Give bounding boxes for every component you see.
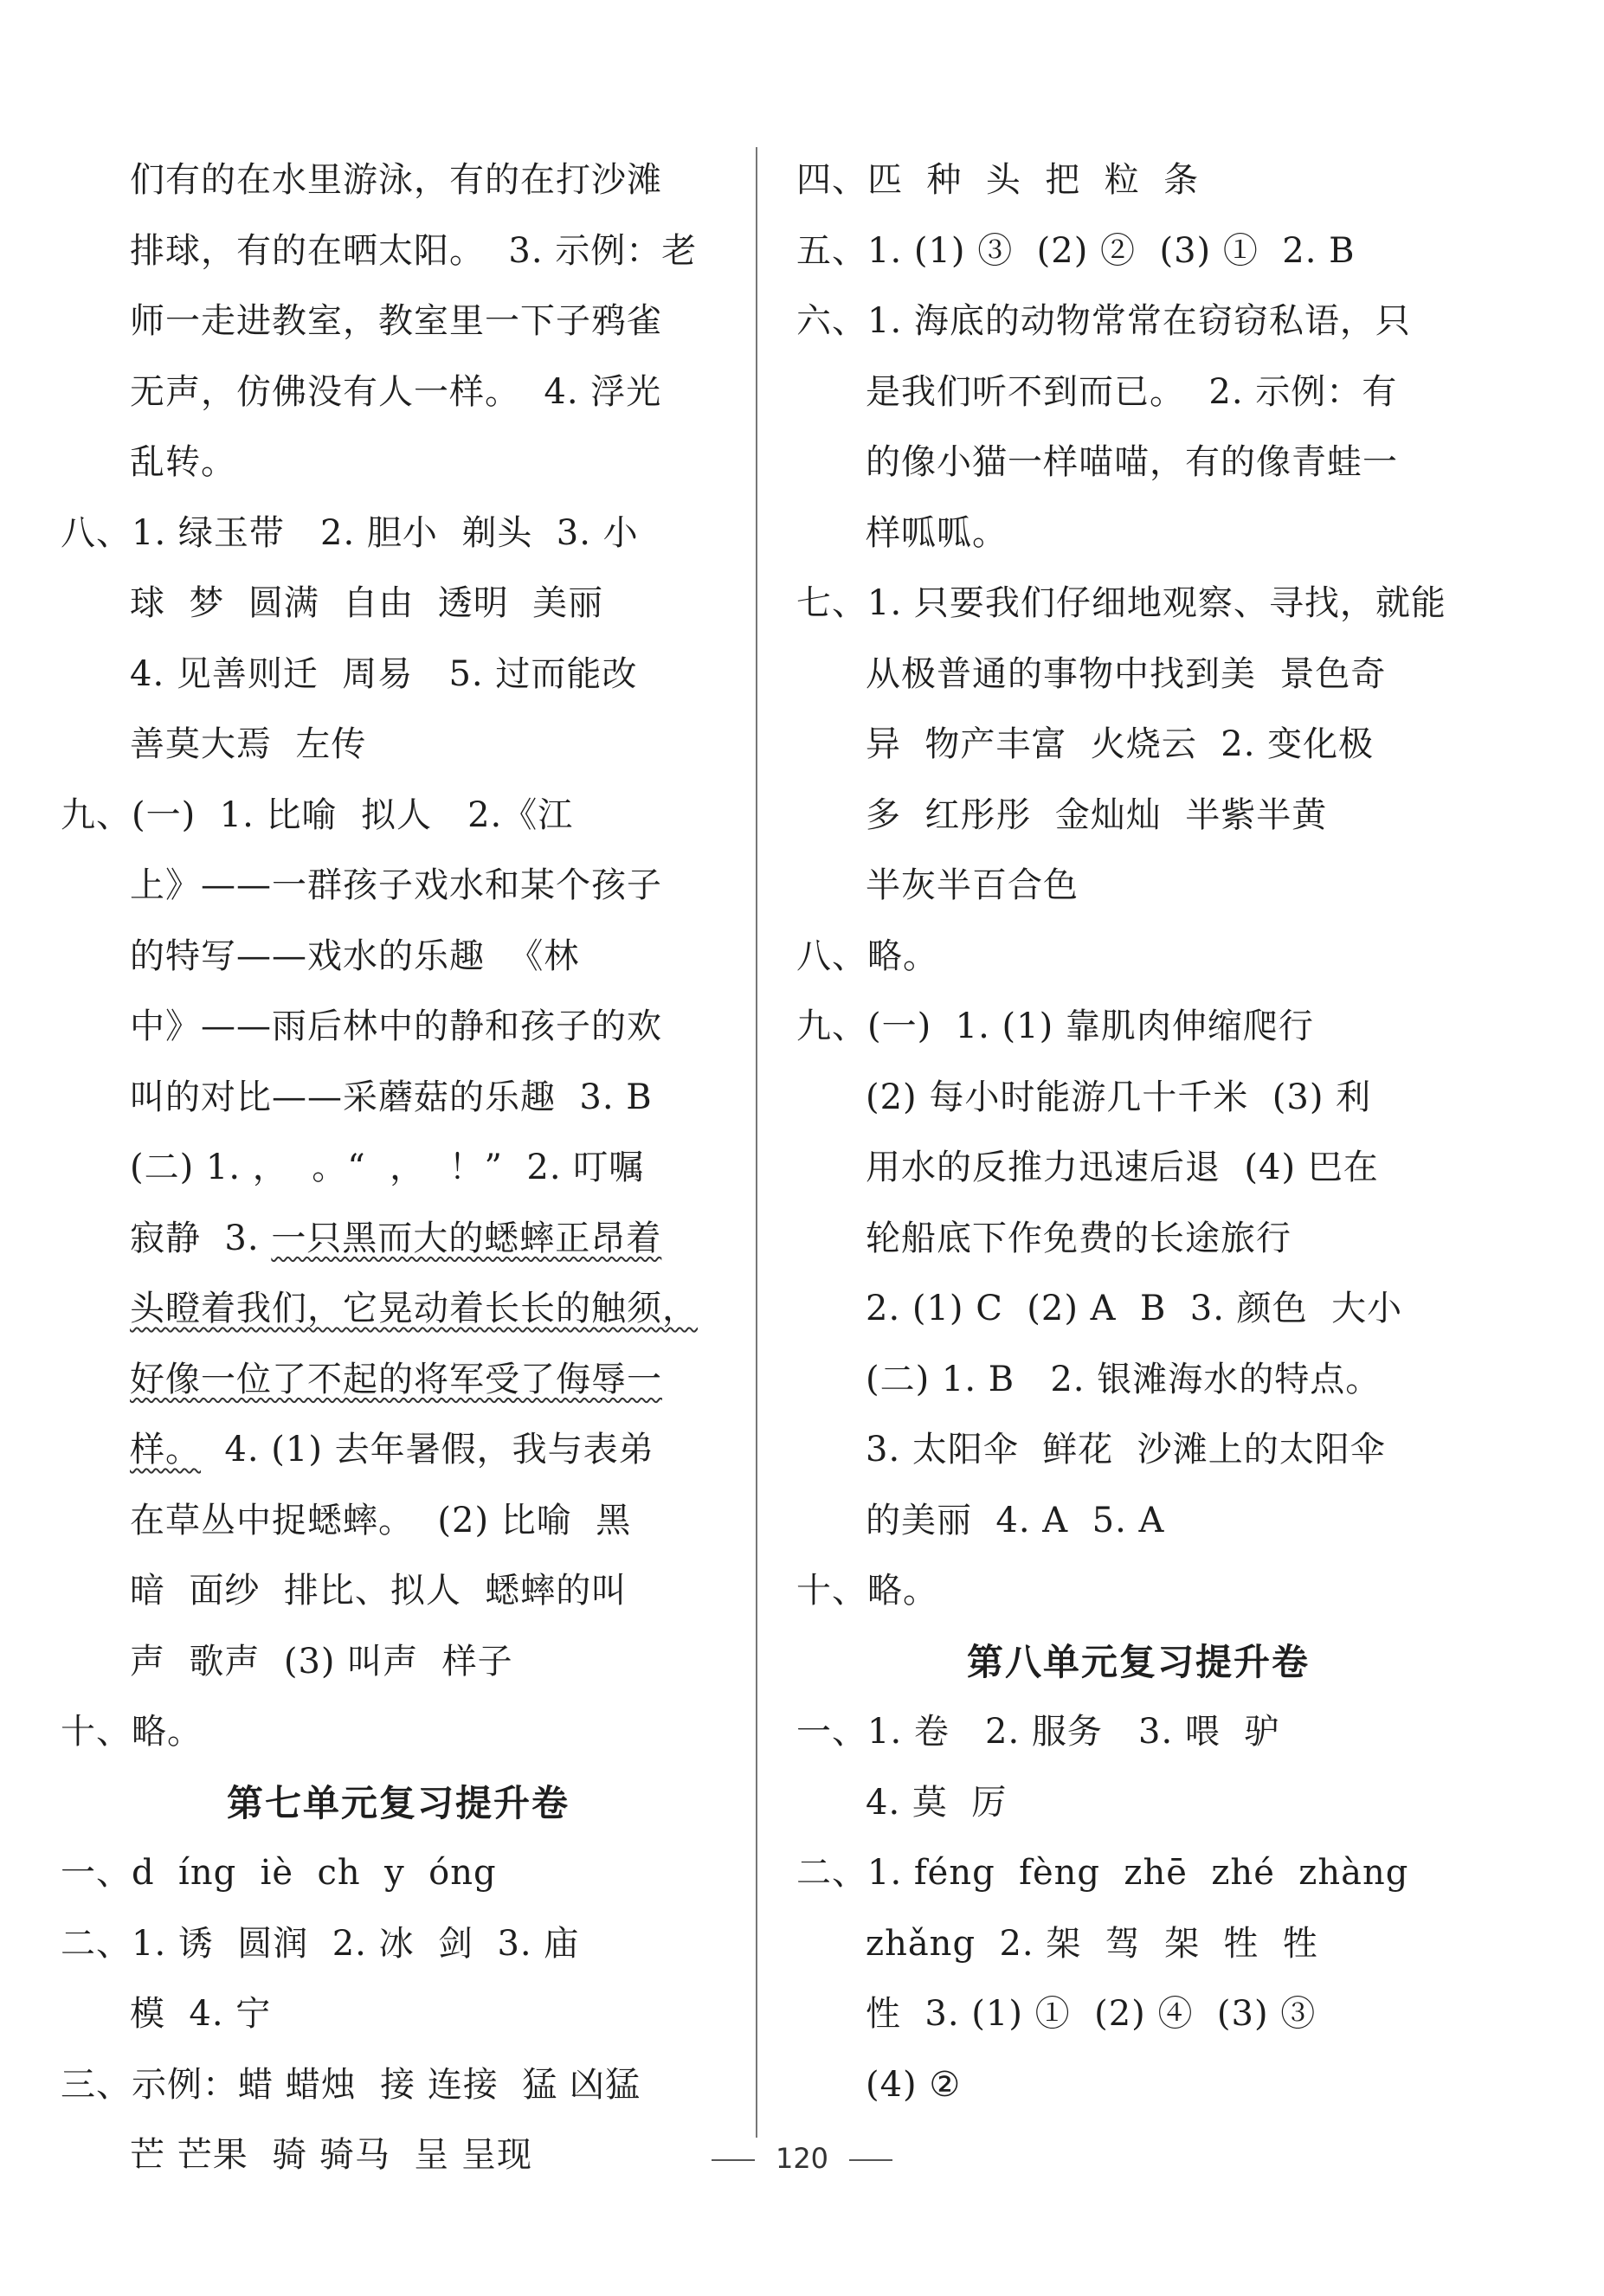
section-heading <box>796 1627 1480 1698</box>
answer-line <box>61 145 736 216</box>
line-text: 从极普通的事物中找到美 景色奇 <box>866 653 1387 694</box>
line-text: 3. 太阳伞 鲜花 沙滩上的太阳伞 <box>866 1430 1386 1470</box>
line-text: 异 物产丰富 火烧云 2. 变化极 <box>866 724 1375 764</box>
line-text: 样呱呱。 <box>866 512 1008 553</box>
wavy-underlined-text: 好像一位了不起的将军受了侮辱一 <box>130 1359 662 1399</box>
column-divider <box>756 147 757 2138</box>
line-text: 暗 面纱 排比、拟人 蟋蟀的叫 <box>130 1571 628 1611</box>
answer-line <box>61 1556 736 1627</box>
answer-line <box>61 1909 736 1980</box>
answer-line <box>796 1133 1480 1204</box>
answer-line <box>796 1697 1480 1768</box>
answer-line <box>61 1627 736 1698</box>
line-text: 4. 见善则迁 周易 5. 过而能改 <box>130 653 638 694</box>
line-text: 八、1. 绿玉带 2. 胆小 剃头 3. 小 <box>61 512 639 553</box>
line-text: 叫的对比——采蘑菇的乐趣 3. B <box>130 1077 653 1117</box>
answer-line <box>796 216 1480 287</box>
answer-line <box>61 216 736 287</box>
line-text: 轮船底下作免费的长途旅行 <box>866 1218 1292 1258</box>
answer-line <box>61 2050 736 2121</box>
wavy-underlined-text: 头瞪着我们，它晃动着长长的触须， <box>130 1289 698 1328</box>
line-text: 三、示例：蜡 蜡烛 接 连接 猛 凶猛 <box>61 2064 641 2105</box>
line-text: 球 梦 圆满 自由 透明 美丽 <box>130 583 604 623</box>
line-text: 乱转。 <box>130 442 236 482</box>
answer-line <box>796 357 1480 428</box>
line-text: 们有的在水里游泳，有的在打沙滩 <box>130 160 662 200</box>
answer-line <box>61 498 736 569</box>
answer-line <box>796 922 1480 993</box>
answer-line <box>796 1274 1480 1345</box>
line-text: 性 3. (1) ① (2) ④ (3) ③ <box>866 1994 1317 2034</box>
answer-line <box>61 1486 736 1557</box>
line-text: 模 4. 宁 <box>130 1994 272 2034</box>
answer-line <box>796 1204 1480 1275</box>
line-text: 九、(一) 1. (1) 靠肌肉伸缩爬行 <box>796 1007 1314 1046</box>
line-text: 二、1. 诱 圆润 2. 冰 剑 3. 庙 <box>61 1923 580 1964</box>
line-text: 是我们听不到而已。 2. 示例：有 <box>866 371 1398 412</box>
answer-line <box>61 781 736 852</box>
answer-line <box>796 1063 1480 1134</box>
line-text: 一、1. 卷 2. 服务 3. 喂 驴 <box>796 1712 1280 1752</box>
page-number: 120 <box>775 2142 829 2175</box>
answer-line <box>61 1979 736 2050</box>
line-text: (二) 1. ， 。“ ， ！” 2. 叮嘱 <box>130 1148 645 1187</box>
answer-line <box>61 357 736 428</box>
line-text: 九、(一) 1. 比喻 拟人 2.《江 <box>61 794 574 835</box>
answer-line <box>796 569 1480 640</box>
answer-line <box>61 851 736 922</box>
line-text: 的像小猫一样喵喵，有的像青蛙一 <box>866 442 1398 482</box>
line-text: 第八单元复习提升卷 <box>966 1640 1310 1683</box>
answer-line <box>796 286 1480 357</box>
wavy-underlined-text: 样。 <box>130 1430 201 1470</box>
line-text: 十、略。 <box>61 1712 203 1752</box>
answer-line <box>61 640 736 711</box>
answer-line <box>796 781 1480 852</box>
answer-line <box>796 1415 1480 1486</box>
line-text: 中》——雨后林中的静和孩子的欢 <box>130 1007 662 1046</box>
answer-line <box>61 1204 736 1275</box>
answer-line <box>796 1486 1480 1557</box>
line-text: 一、d íng iè ch y óng <box>61 1853 497 1893</box>
line-text: 芒 芒果 骑 骑马 呈 呈现 <box>130 2135 533 2175</box>
answer-line <box>61 1133 736 1204</box>
answer-line <box>61 1697 736 1768</box>
answer-line <box>61 286 736 357</box>
line-text: 排球，有的在晒太阳。 3. 示例：老 <box>130 230 698 271</box>
line-text: (4) ② <box>866 2064 962 2105</box>
answer-line <box>796 992 1480 1063</box>
answer-line <box>796 1556 1480 1627</box>
line-text: 十、略。 <box>796 1571 938 1611</box>
line-text: 2. (1) C (2) A B 3. 颜色 大小 <box>866 1289 1403 1328</box>
section-heading <box>61 1768 736 1839</box>
line-text: 师一走进教室，教室里一下子鸦雀 <box>130 301 662 341</box>
answer-line <box>796 498 1480 569</box>
line-text: 四、匹 种 头 把 粒 条 <box>796 160 1200 200</box>
answer-line <box>796 1345 1480 1416</box>
line-text: 五、1. (1) ③ (2) ② (3) ① 2. B <box>796 230 1356 271</box>
footer-dash-left <box>712 2159 755 2161</box>
answer-line <box>796 145 1480 216</box>
line-text: 的特写——戏水的乐趣 《林 <box>130 936 580 976</box>
line-text: 六、1. 海底的动物常常在窃窃私语，只 <box>796 301 1411 341</box>
answer-line <box>796 851 1480 922</box>
answer-line <box>61 710 736 781</box>
answer-line <box>796 2050 1480 2121</box>
answer-line <box>61 1063 736 1134</box>
answer-line <box>796 428 1480 498</box>
line-text: 声 歌声 (3) 叫声 样子 <box>130 1641 513 1682</box>
line-text: 多 红彤彤 金灿灿 半紫半黄 <box>866 794 1328 835</box>
line-text: zhǎng 2. 架 驾 架 牲 牲 <box>866 1923 1319 1964</box>
line-text: 第七单元复习提升卷 <box>226 1781 570 1824</box>
answer-line <box>61 1345 736 1416</box>
line-text: 八、略。 <box>796 936 938 976</box>
answer-line <box>61 428 736 498</box>
line-text-after: 4. (1) 去年暑假，我与表弟 <box>201 1430 654 1470</box>
wavy-underlined-text: 一只黑而大的蟋蟀正昂着 <box>271 1218 662 1258</box>
line-text: 寂静 3. <box>130 1218 272 1258</box>
page-footer <box>0 2142 1604 2175</box>
line-text: 用水的反推力迅速后退 (4) 巴在 <box>866 1148 1379 1187</box>
line-text: 善莫大焉 左传 <box>130 724 367 764</box>
answer-line <box>796 710 1480 781</box>
line-text: 上》——一群孩子戏水和某个孩子 <box>130 865 662 905</box>
answer-line <box>61 992 736 1063</box>
line-text: (二) 1. B 2. 银滩海水的特点。 <box>866 1359 1382 1399</box>
line-text: 二、1. féng fèng zhē zhé zhàng <box>796 1853 1409 1893</box>
answer-line <box>796 1838 1480 1909</box>
left-column <box>61 145 736 2191</box>
answer-line <box>796 1768 1480 1839</box>
right-column <box>796 145 1480 2120</box>
line-text: 无声，仿佛没有人一样。 4. 浮光 <box>130 371 662 412</box>
line-text: 半灰半百合色 <box>866 865 1079 905</box>
line-text: 七、1. 只要我们仔细地观察、寻找，就能 <box>796 583 1446 623</box>
answer-line <box>61 569 736 640</box>
answer-line <box>61 1838 736 1909</box>
answer-line <box>796 1909 1480 1980</box>
line-text: 4. 莫 厉 <box>866 1782 1008 1823</box>
line-text: (2) 每小时能游几十千米 (3) 利 <box>866 1077 1372 1117</box>
answer-line <box>61 1274 736 1345</box>
answer-line <box>796 1979 1480 2050</box>
answer-line <box>61 922 736 993</box>
answer-line <box>61 1415 736 1486</box>
answer-line <box>796 640 1480 711</box>
footer-dash-right <box>849 2159 892 2161</box>
line-text: 在草丛中捉蟋蟀。 (2) 比喻 黑 <box>130 1500 632 1540</box>
line-text: 的美丽 4. A 5. A <box>866 1500 1165 1540</box>
